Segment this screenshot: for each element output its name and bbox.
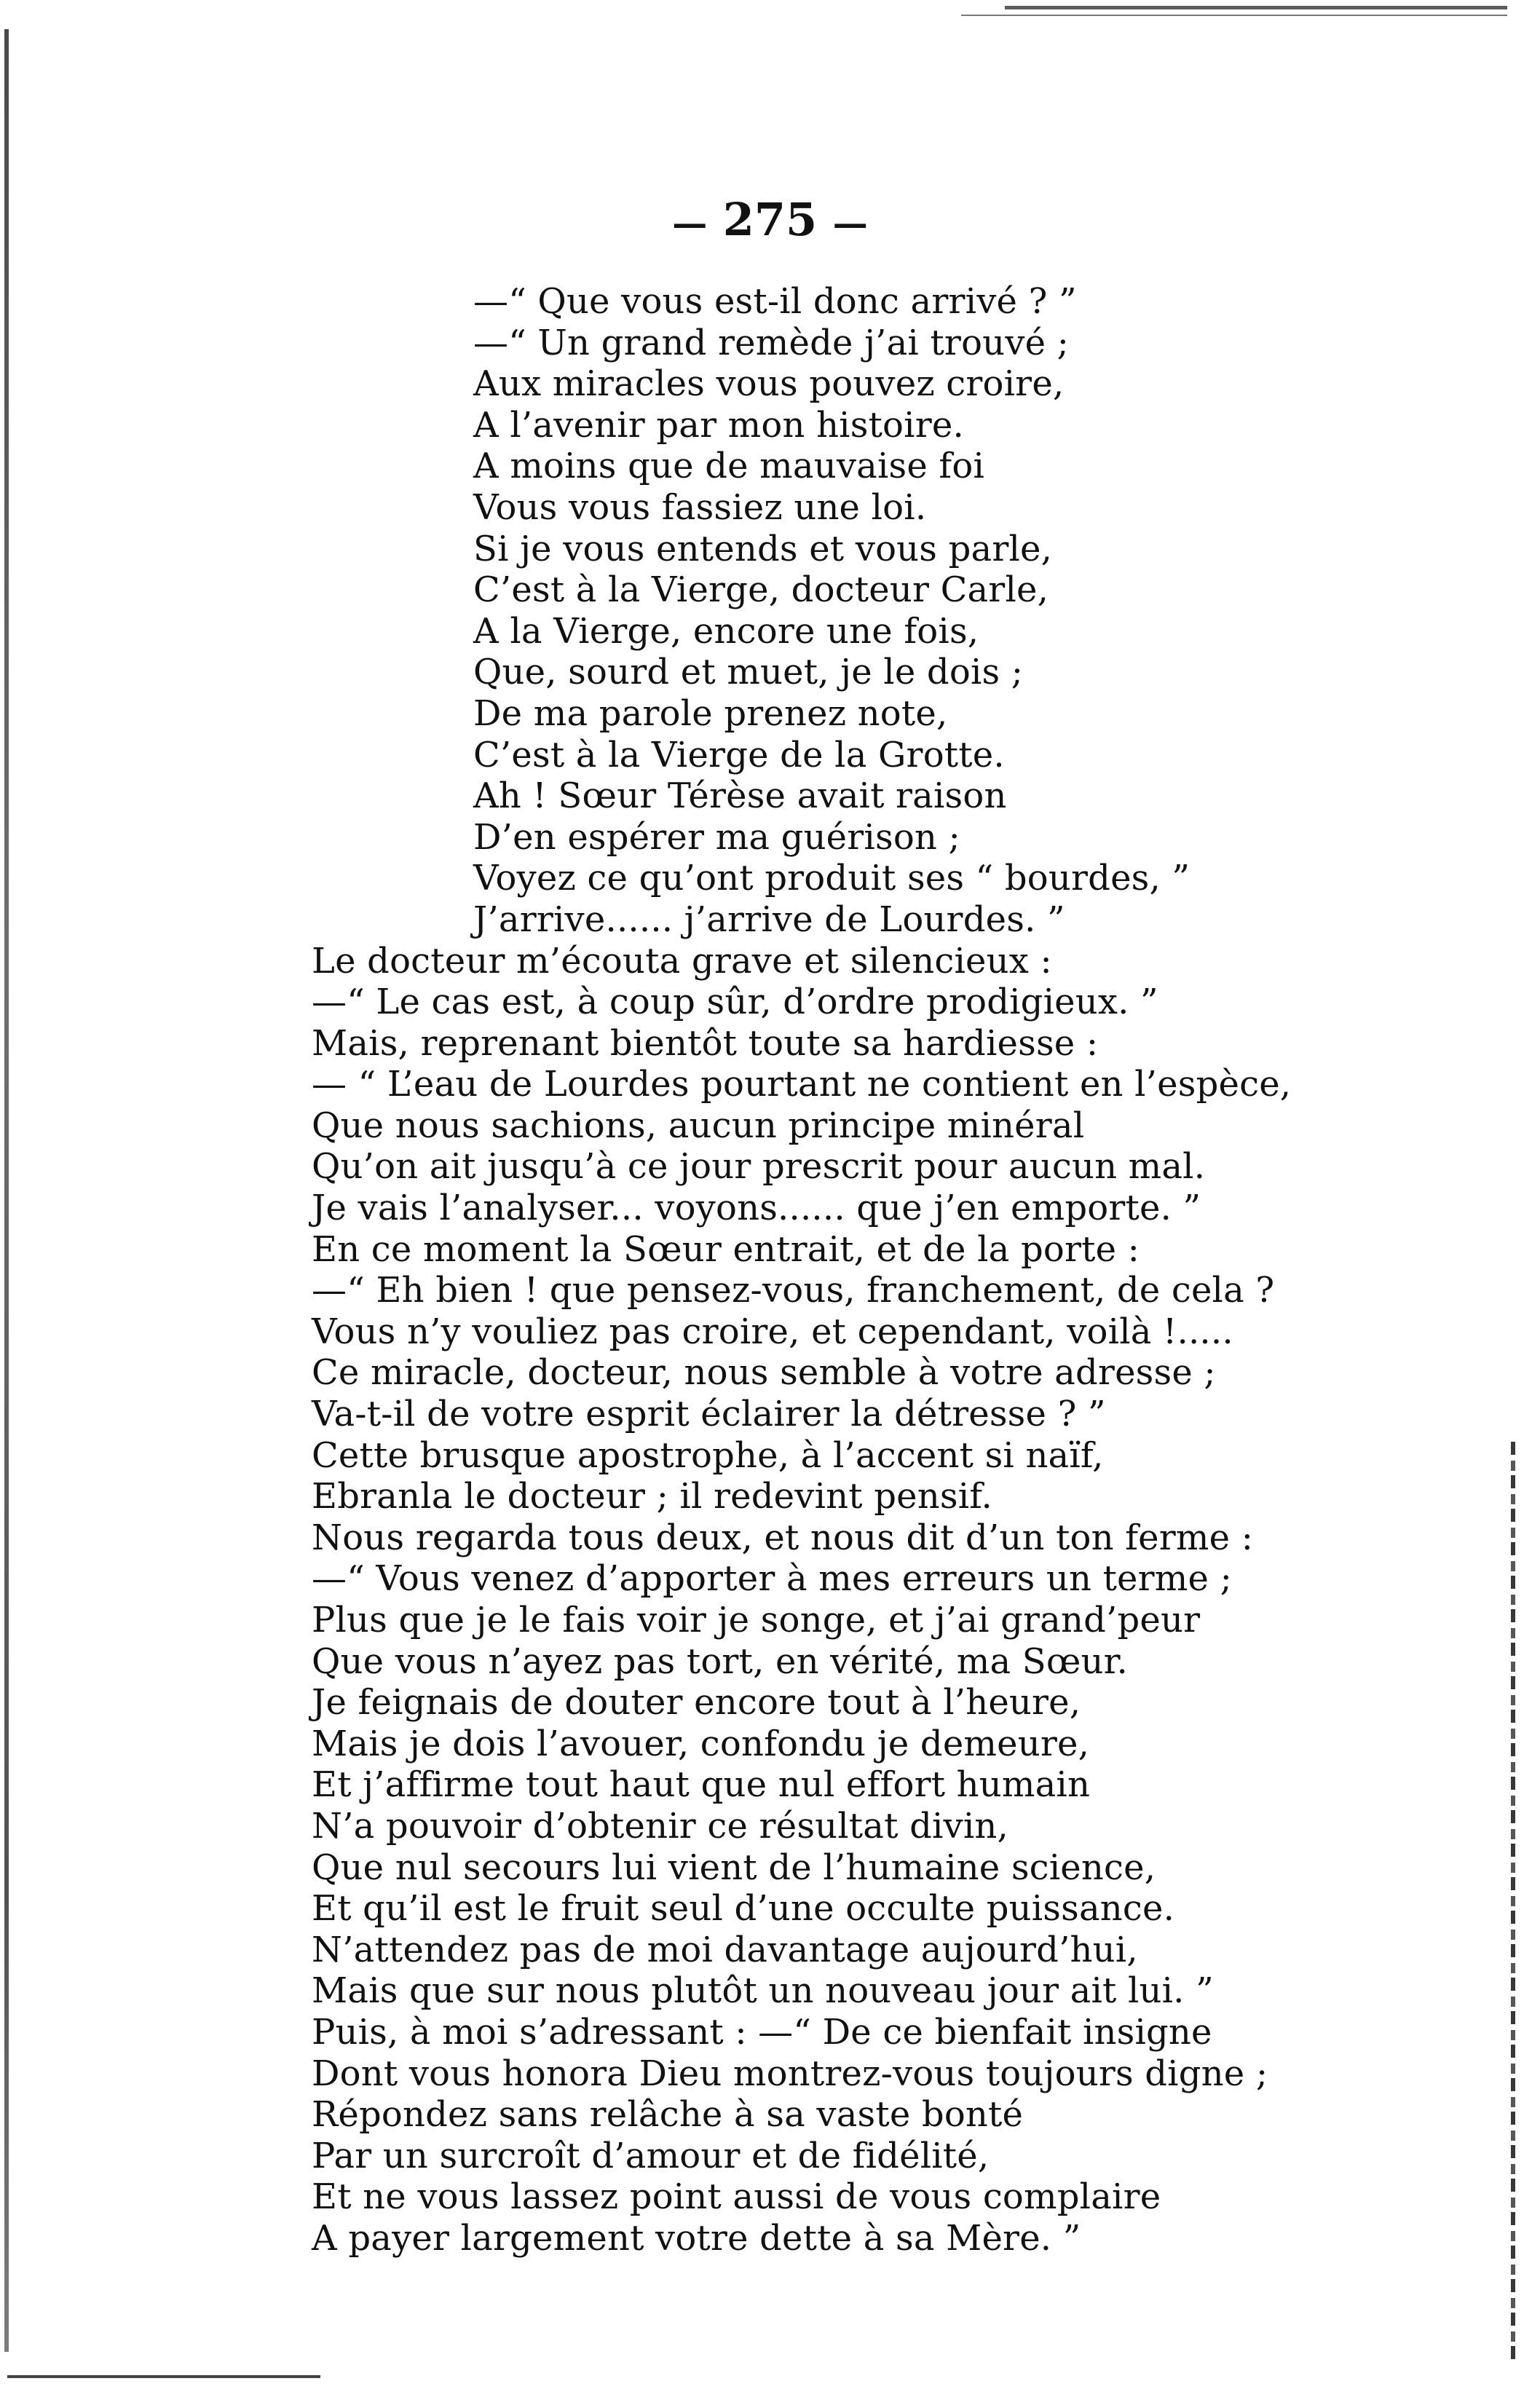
verse-line: En ce moment la Sœur entrait, et de la porte : [312,1228,1140,1270]
verse-line: Ce miracle, docteur, nous semble à votre adresse ; [312,1352,1216,1394]
verse-line: Je feignais de douter encore tout à l’heure, [312,1682,1081,1723]
verse-line: — “ L’eau de Lourdes pourtant ne contient en l’espèce, [312,1064,1292,1105]
verse-line: Mais que sur nous plutôt un nouveau jour ait lui. ” [312,1970,1214,2012]
verse-line: Par un surcroît d’amour et de fidélité, [312,2135,990,2176]
verse-line: Que nous sachions, aucun principe minéral [312,1105,1085,1146]
scan-edge-bottom [7,2375,320,2378]
verse-line: Mais, reprenant bientôt toute sa hardiesse : [312,1022,1099,1064]
verse-line: A l’avenir par mon histoire. [473,404,964,446]
verse-line: Vous n’y vouliez pas croire, et cependant, voilà !..... [312,1311,1233,1352]
verse-line: De ma parole prenez note, [473,692,948,734]
verse-line: —“ Eh bien ! que pensez-vous, franchement, de cela ? [312,1270,1275,1311]
scan-edge-top [1005,6,1507,9]
scan-edge-right [1511,1442,1515,2359]
verse-line: Puis, à moi s’adressant : —“ De ce bienfait insigne [312,2011,1212,2053]
verse-line: Et qu’il est le fruit seul d’une occulte puissance. [312,1888,1175,1930]
verse-line: D’en espérer ma guérison ; [473,816,960,858]
verse-line: Qu’on ait jusqu’à ce jour prescrit pour aucun mal. [312,1146,1206,1188]
verse-line: —“ Un grand remède j’ai trouvé ; [473,322,1070,363]
verse-line: Que nul secours lui vient de l’humaine science, [312,1847,1156,1888]
verse-line: —“ Vous venez d’apporter à mes erreurs un terme ; [312,1558,1232,1600]
verse-line: A payer largement votre dette à sa Mère. ” [312,2217,1081,2259]
scan-edge-top-line [961,15,1507,16]
verse-line: Dont vous honora Dieu montrez-vous toujours digne ; [312,2053,1268,2094]
verse-line: —“ Le cas est, à coup sûr, d’ordre prodigieux. ” [312,982,1158,1023]
page-number [0,191,1540,253]
verse-line: Plus que je le fais voir je songe, et j’ai grand’peur [312,1600,1201,1640]
verse-line: Cette brusque apostrophe, à l’accent si naïf, [312,1434,1104,1476]
verse-line: Que vous n’ayez pas tort, en vérité, ma Sœur. [312,1640,1128,1682]
verse-line: Répondez sans relâche à sa vaste bonté [312,2094,1024,2136]
verse-line: Ebranla le docteur ; il redevint pensif. [312,1476,992,1517]
verse-line: Si je vous entends et vous parle, [473,528,1053,569]
verse-line: Mais je dois l’avouer, confondu je demeure, [312,1723,1090,1764]
page-number-ornament-left: — [672,203,708,244]
verse-line: Aux miracles vous pouvez croire, [473,363,1065,405]
verse-line: Vous vous fassiez une loi. [473,486,927,528]
verse-line: A moins que de mauvaise foi [473,446,985,487]
verse-text-block [312,281,1506,2259]
verse-line: Le docteur m’écouta grave et silencieux : [312,940,1052,982]
verse-line: Voyez ce qu’ont produit ses “ bourdes, ” [473,858,1190,899]
page-number-value: 275 [722,193,818,246]
verse-line: Et j’affirme tout haut que nul effort humain [312,1764,1091,1806]
verse-line: Nous regarda tous deux, et nous dit d’un ton ferme : [312,1517,1254,1558]
verse-line: Ah ! Sœur Térèse avait raison [473,775,1007,817]
verse-line: Que, sourd et muet, je le dois ; [473,652,1024,693]
verse-line: N’attendez pas de moi davantage aujourd’hui, [312,1929,1138,1970]
verse-line: Et ne vous lassez point aussi de vous complaire [312,2176,1161,2218]
verse-line: N’a pouvoir d’obtenir ce résultat divin, [312,1805,1008,1847]
verse-line: Va-t-il de votre esprit éclairer la détresse ? ” [312,1394,1106,1435]
verse-line: C’est à la Vierge de la Grotte. [473,734,1005,775]
scan-edge-left [4,29,9,2352]
verse-line: —“ Que vous est-il donc arrivé ? ” [473,281,1077,322]
verse-line: C’est à la Vierge, docteur Carle, [473,569,1049,611]
page-number-ornament-right: — [832,203,868,244]
verse-line: Je vais l’analyser... voyons...... que j’en emporte. ” [312,1188,1201,1229]
verse-line: J’arrive...... j’arrive de Lourdes. ” [473,899,1065,940]
verse-line: A la Vierge, encore une fois, [473,610,979,652]
